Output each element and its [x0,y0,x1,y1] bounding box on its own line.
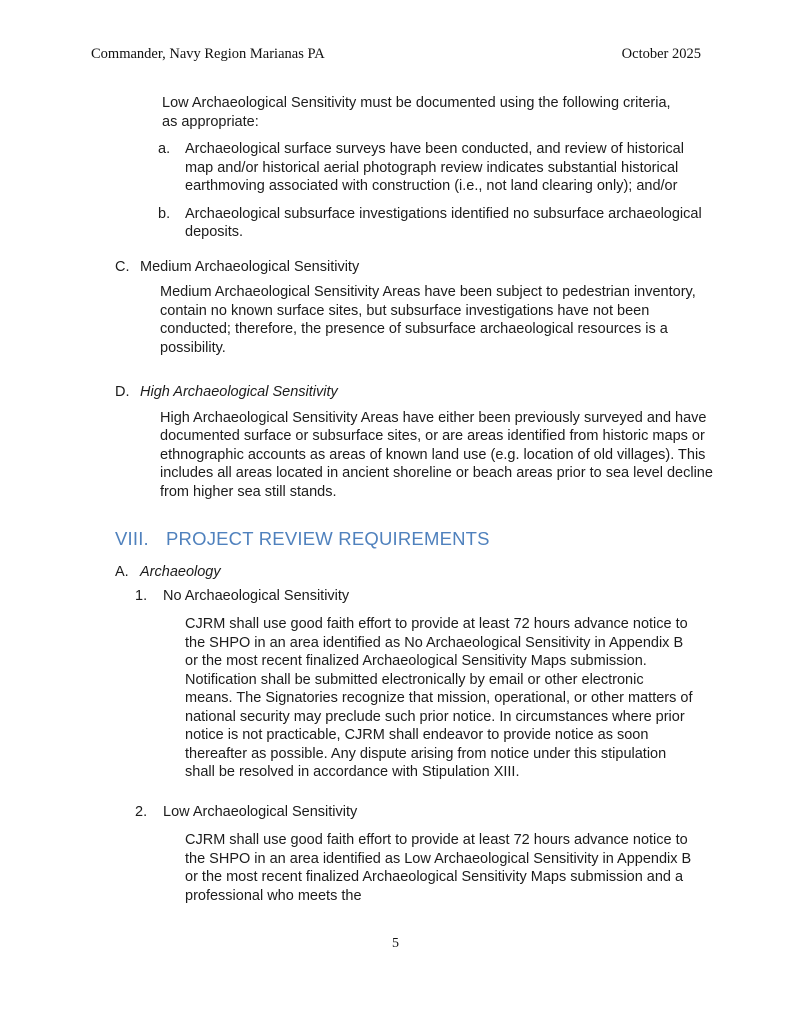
section-heading-d [115,383,791,402]
list-marker: b. [158,205,171,222]
numbered-item-1 [135,587,791,606]
page-footer [0,935,791,954]
numbered-marker: 2. [135,803,148,820]
intro-paragraph: Low Archaeological Sensitivity must be documented using the following criteria, as appropriate: [162,95,671,130]
section-marker: D. [115,384,130,400]
numbered-title: Low Archaeological Sensitivity [163,803,358,820]
list-item-text: Archaeological surface surveys have been conducted, and review of historical map and/or historical aerial photograph review indicates substantial historical earthmoving associated with construction (i.e., not land clearing only); and/or [185,141,684,194]
page-header [0,0,791,63]
section-marker: C. [115,258,130,275]
subsection-marker: A. [115,564,129,580]
list-item-b [158,205,791,242]
section-paragraph: Medium Archaeological Sensitivity Areas have been subject to pedestrian inventory, contain no known surface sites, but subsurface investigations have not been conducted; therefore, the presence of subsurface archaeological resources is a possibility. [160,284,696,356]
main-heading-viii [115,527,791,551]
numbered-title: No Archaeological Sensitivity [163,587,350,604]
numbered-paragraph: CJRM shall use good faith effort to provide at least 72 hours advance notice to the SHPO in an area identified as No Archaeological Sensitivity in Appendix B or the most recent finalized Archaeological Sensitivity Maps submission. Notification shall be submitted electronically by email or other electronic means. The Signatories recognize that mission, operational, or other matters of national security may preclude such prior notice. In circumstances where prior notice is not practicable, CJRM shall endeavor to provide notice as soon thereafter as possible. Any dispute arising from notice under this stipulation shall be resolved in accordance with Stipulation XIII. [185,616,693,780]
heading-title: PROJECT REVIEW REQUIREMENTS [166,528,490,549]
list-item-a [158,140,791,196]
list-marker: a. [158,141,171,157]
heading-numeral: VIII. [115,528,149,549]
section-title: Medium Archaeological Sensitivity [140,258,360,275]
subsection-title: Archaeology [140,564,221,580]
header-running-title: Commander, Navy Region Marianas PA [91,46,325,62]
page-number: 5 [392,936,399,951]
subsection-heading-a [115,563,791,582]
section-title: High Archaeological Sensitivity [140,384,338,400]
numbered-item-2 [135,803,791,822]
section-heading-c [115,258,791,277]
header-date: October 2025 [621,46,701,62]
numbered-paragraph: CJRM shall use good faith effort to provide at least 72 hours advance notice to the SHPO in an area identified as Low Archaeological Sensitivity in Appendix B or the most recent finalized Archaeological Sensitivity Maps submission and a professional who meets the [185,832,692,904]
section-paragraph: High Archaeological Sensitivity Areas have either been previously surveyed and have documented surface or subsurface sites, or are areas identified from historic maps or ethnographic accounts as areas of known land use (e.g. location of old villages). This includes all areas located in ancient shoreline or beach areas prior to sea level decline from higher sea still stands. [160,409,713,500]
list-item-text: Archaeological subsurface investigations identified no subsurface archaeological deposits. [185,205,702,240]
numbered-marker: 1. [135,587,148,604]
